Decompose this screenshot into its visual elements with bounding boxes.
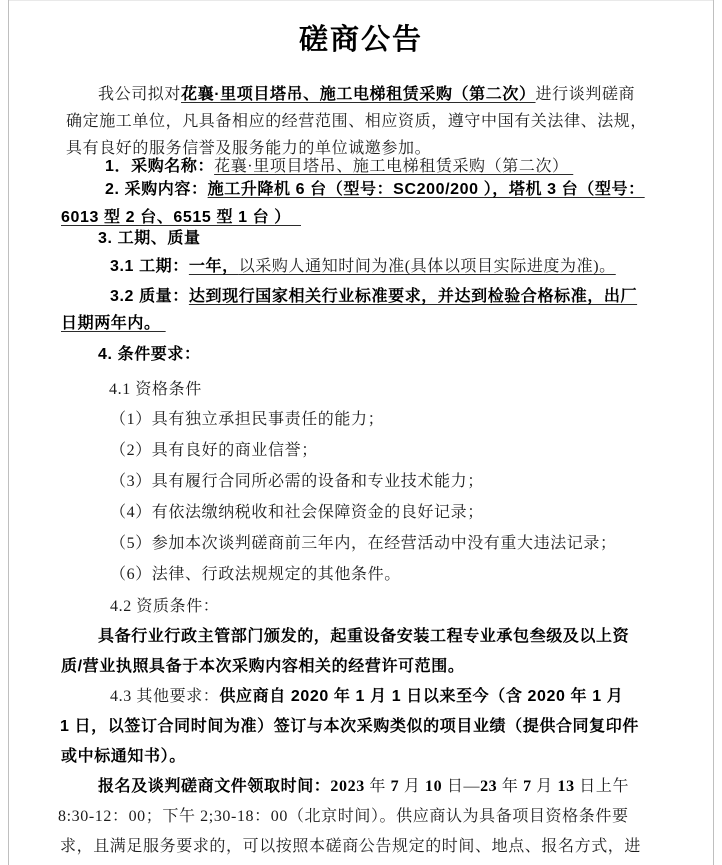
item-4-2-body-line-1 — [58, 626, 629, 648]
text-segment: 一年， — [188, 258, 239, 275]
intro-line-2 — [58, 111, 647, 133]
text-segment: 日— — [442, 778, 481, 795]
text-segment: 以采购人通知时间为准(具体以项目实际进度为准)。 — [238, 258, 616, 275]
text-segment: 7 — [390, 778, 400, 795]
text-segment: 年 — [497, 778, 524, 795]
text-segment: 3. 工期、质量 — [98, 230, 201, 247]
text-segment: 7 — [523, 778, 532, 795]
item-3-2-quality-line-2 — [58, 313, 166, 335]
text-segment: 确定施工单位，凡具备相应的经营范围、相应资质，遵守中国有关法律、法规， — [66, 113, 648, 130]
text-segment: 日期两年内。 — [61, 315, 166, 332]
document-content — [58, 0, 658, 865]
text-segment: 4.3 其他要求： — [110, 688, 220, 705]
text-segment: 花襄·里项目塔吊、施工电梯租赁采购（第二次） — [181, 86, 536, 103]
text-segment: 月 — [531, 778, 558, 795]
text-segment: 4.2 资质条件： — [110, 598, 220, 615]
condition-2 — [58, 440, 318, 462]
condition-5 — [58, 533, 617, 555]
text-segment: 具有良好的服务信誉及服务能力的单位诚邀参加。 — [66, 140, 432, 157]
text-segment: （3）具有履行合同所必需的设备和专业技术能力； — [110, 473, 484, 490]
section-4-heading — [58, 344, 201, 366]
text-segment: （5）参加本次谈判磋商前三年内，在经营活动中没有重大违法记录； — [110, 535, 617, 552]
text-segment: 2. 采购内容： — [105, 181, 208, 198]
text-segment: 求，且满足服务要求的，可以按照本磋商公告规定的时间、地点、报名方式，进 — [60, 838, 642, 855]
text-segment: 10 — [425, 778, 443, 795]
text-segment: 月 — [399, 778, 426, 795]
text-segment: 达到现行国家相关行业标准要求，并达到检验合格标准，出厂 — [188, 288, 638, 305]
document-title: 磋商公告 — [298, 24, 423, 56]
item-4-2-body-line-2 — [58, 656, 464, 678]
text-segment: 4.1 资格条件 — [109, 381, 202, 398]
text-segment: 8:30-12：00；下午 2;30-18：00（北京时间）。供应商认为具备项目资格条件要 — [58, 808, 629, 825]
text-segment: 1．采购名称： — [105, 158, 215, 175]
text-segment: 进行谈判磋商 — [535, 86, 636, 103]
text-segment: 年 — [364, 778, 391, 795]
text-segment: 1 日，以签订合同时间为准）签订与本次采购类似的项目业绩（提供合同复印件 — [60, 718, 639, 735]
section-3-heading — [58, 228, 201, 250]
item-4-3-line-1 — [58, 686, 623, 708]
registration-line-1 — [58, 776, 629, 798]
text-segment: 报名及谈判磋商文件领取时间： — [98, 778, 331, 795]
item-4-3-line-2 — [58, 716, 639, 738]
item-4-1-heading — [58, 379, 202, 401]
condition-3 — [58, 471, 484, 493]
text-segment: 施工升降机 6 台（型号：SC200/200 ），塔机 3 台（型号： — [207, 181, 645, 198]
text-segment: 具备行业行政主管部门颁发的，起重设备安装工程专业承包叁级及以上资 — [98, 628, 630, 645]
text-segment: 或中标通知书）。 — [61, 748, 186, 765]
registration-line-2 — [58, 806, 629, 828]
text-segment: 13 — [557, 778, 575, 795]
text-segment: 供应商自 2020 年 1 月 1 日以来至今（含 2020 年 1 月 — [219, 688, 624, 705]
text-segment: （1）具有独立承担民事责任的能力； — [110, 411, 385, 428]
condition-6 — [58, 564, 401, 586]
page-edge-right — [713, 0, 714, 865]
condition-4 — [58, 502, 484, 524]
text-segment: 23 — [480, 778, 498, 795]
text-segment: 6013 型 2 台、6515 型 1 台 ） — [61, 209, 301, 226]
item-4-3-line-3 — [58, 746, 186, 768]
text-segment: 花襄·里项目塔吊、施工电梯租赁采购（第二次） — [214, 158, 574, 175]
intro-line-1 — [58, 84, 635, 106]
text-segment: 3.1 工期： — [110, 258, 189, 275]
item-1-purchase-name — [58, 156, 573, 178]
text-segment: 3.2 质量： — [110, 288, 189, 305]
text-segment: （2）具有良好的商业信誉； — [110, 442, 318, 459]
text-segment: 我公司拟对 — [98, 86, 182, 103]
text-segment: 日上午 — [574, 778, 630, 795]
text-segment: 4. 条件要求： — [98, 346, 201, 363]
item-2-purchase-content-line-1 — [58, 179, 645, 201]
text-segment: 质/营业执照具备于本次采购内容相关的经营许可范围。 — [61, 658, 465, 675]
item-3-1-duration — [58, 256, 616, 278]
text-segment: （4）有依法缴纳税收和社会保障资金的良好记录； — [110, 504, 484, 521]
item-4-2-heading — [58, 596, 219, 618]
text-segment: （6）法律、行政法规规定的其他条件。 — [110, 566, 401, 583]
registration-line-3 — [58, 836, 641, 858]
text-segment: 2023 — [330, 778, 365, 795]
item-2-purchase-content-line-2 — [58, 207, 301, 229]
condition-1 — [58, 409, 384, 431]
page-edge-left — [8, 0, 9, 865]
item-3-2-quality-line-1 — [58, 286, 637, 308]
